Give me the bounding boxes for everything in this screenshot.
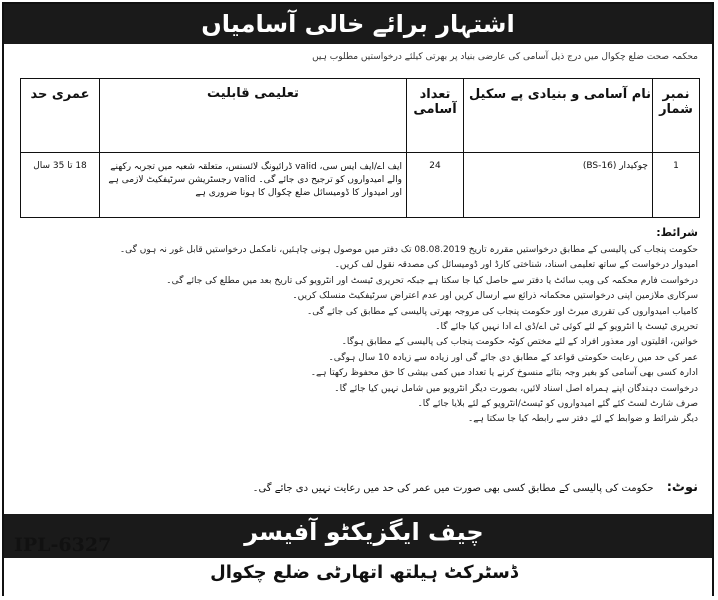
condition-line: امیدوار درخواست کے ساتھ تعلیمی اسناد، شناختی کارڈ اور ڈومیسائل کی مصدقہ نقول لف کریں۔ — [334, 260, 698, 271]
intro-text: محکمہ صحت ضلع چکوال میں درج ذیل آسامی کی عارضی بنیاد پر بھرتی کیلئے درخواستیں مطلوب ہیں — [312, 52, 698, 62]
condition-line: خواتین، اقلیتوں اور معذور افراد کے لئے مختص کوٹہ حکومت پنجاب کی پالیسی کے مطابق ہوگا۔ — [341, 337, 698, 348]
advertisement-title: اشتہار برائے خالی آسامیاں — [4, 4, 712, 44]
department-name: ڈسٹرکٹ ہیلتھ اتھارٹی ضلع چکوال — [210, 562, 518, 583]
officer-designation: چیف ایگزیکٹو آفیسر — [244, 518, 484, 546]
header-post: نام آسامی و بنیادی پے سکیل — [464, 79, 653, 153]
table-header-row — [21, 79, 700, 153]
condition-line: درخواست فارم محکمہ کی ویب سائٹ یا دفتر سے حاصل کیا جا سکتا ہے جبکہ تحریری ٹیسٹ اور انٹرویو کی تاریخ بعد میں مطلع کی جائے گی۔ — [166, 275, 698, 286]
cell-count: 24 — [407, 153, 464, 218]
cell-qualification: ایف اے/ایف ایس سی، valid ڈرائیونگ لائسنس، متعلقہ شعبہ میں تجربہ رکھنے والے امیدواروں کو ترجیح دی جائے گی۔ valid رجسٹریشن سرٹیفکیٹ لازمی ہے اور امیدوار کا ڈومیسائل ضلع چکوال کا ہونا ضروری ہے — [100, 153, 407, 218]
condition-line: دیگر شرائط و ضوابط کے لئے دفتر سے رابطہ کیا جا سکتا ہے۔ — [468, 414, 698, 425]
header-count: تعداد آسامی — [407, 79, 464, 153]
cell-serial: 1 — [653, 153, 700, 218]
header-qualification: تعلیمی قابلیت — [100, 79, 407, 153]
header-age: عمری حد — [21, 79, 100, 153]
condition-line: ادارہ کسی بھی آسامی کو بغیر وجہ بتائے منسوخ کرنے یا تعداد میں کمی بیشی کا حق محفوظ رکھتا ہے۔ — [310, 368, 698, 379]
note-label: نوٹ: — [666, 480, 698, 495]
ipl-code: IPL-6327 — [14, 534, 112, 556]
condition-line: سرکاری ملازمین اپنی درخواستیں محکمانہ ذرائع سے ارسال کریں اور عدم اعتراض سرٹیفکیٹ منسلک کریں۔ — [292, 291, 698, 302]
condition-line: عمر کی حد میں رعایت حکومتی قواعد کے مطابق دی جائے گی اور زیادہ سے زیادہ 10 سال ہوگی۔ — [328, 352, 698, 363]
condition-line: درخواست دہندگان اپنے ہمراہ اصل اسناد لائیں، بصورت دیگر انٹرویو میں شامل نہیں کیا جائے گا۔ — [334, 383, 698, 394]
conditions-heading: شرائط: — [656, 226, 698, 239]
condition-line: حکومت پنجاب کی پالیسی کے مطابق درخواستیں مقررہ تاریخ 08.08.2019 تک دفتر میں موصول ہونی چاہئیں، نامکمل درخواستیں قابل غور نہ ہوں گی۔ — [119, 245, 698, 255]
note-text: حکومت کی پالیسی کے مطابق کسی بھی صورت میں عمر کی حد میں رعایت نہیں دی جائے گی۔ — [252, 483, 654, 494]
header-serial: نمبر شمار — [653, 79, 700, 153]
table-row — [21, 153, 700, 218]
cell-age: 18 تا 35 سال — [21, 153, 100, 218]
posts-table — [20, 78, 700, 218]
note-section — [20, 480, 698, 500]
cell-post: چوکیدار (BS-16) — [464, 153, 653, 218]
condition-line: تحریری ٹیسٹ یا انٹرویو کے لئے کوئی ٹی اے/ڈی اے ادا نہیں کیا جائے گا۔ — [435, 322, 698, 333]
condition-line: صرف شارٹ لسٹ کئے گئے امیدواروں کو ٹیسٹ/انٹرویو کے لئے بلایا جائے گا۔ — [417, 399, 698, 410]
condition-line: کامیاب امیدواروں کی تقرری میرٹ اور حکومت پنجاب کی مروجہ بھرتی پالیسی کے مطابق کی جائے گی۔ — [307, 306, 698, 317]
conditions-section — [20, 226, 698, 466]
